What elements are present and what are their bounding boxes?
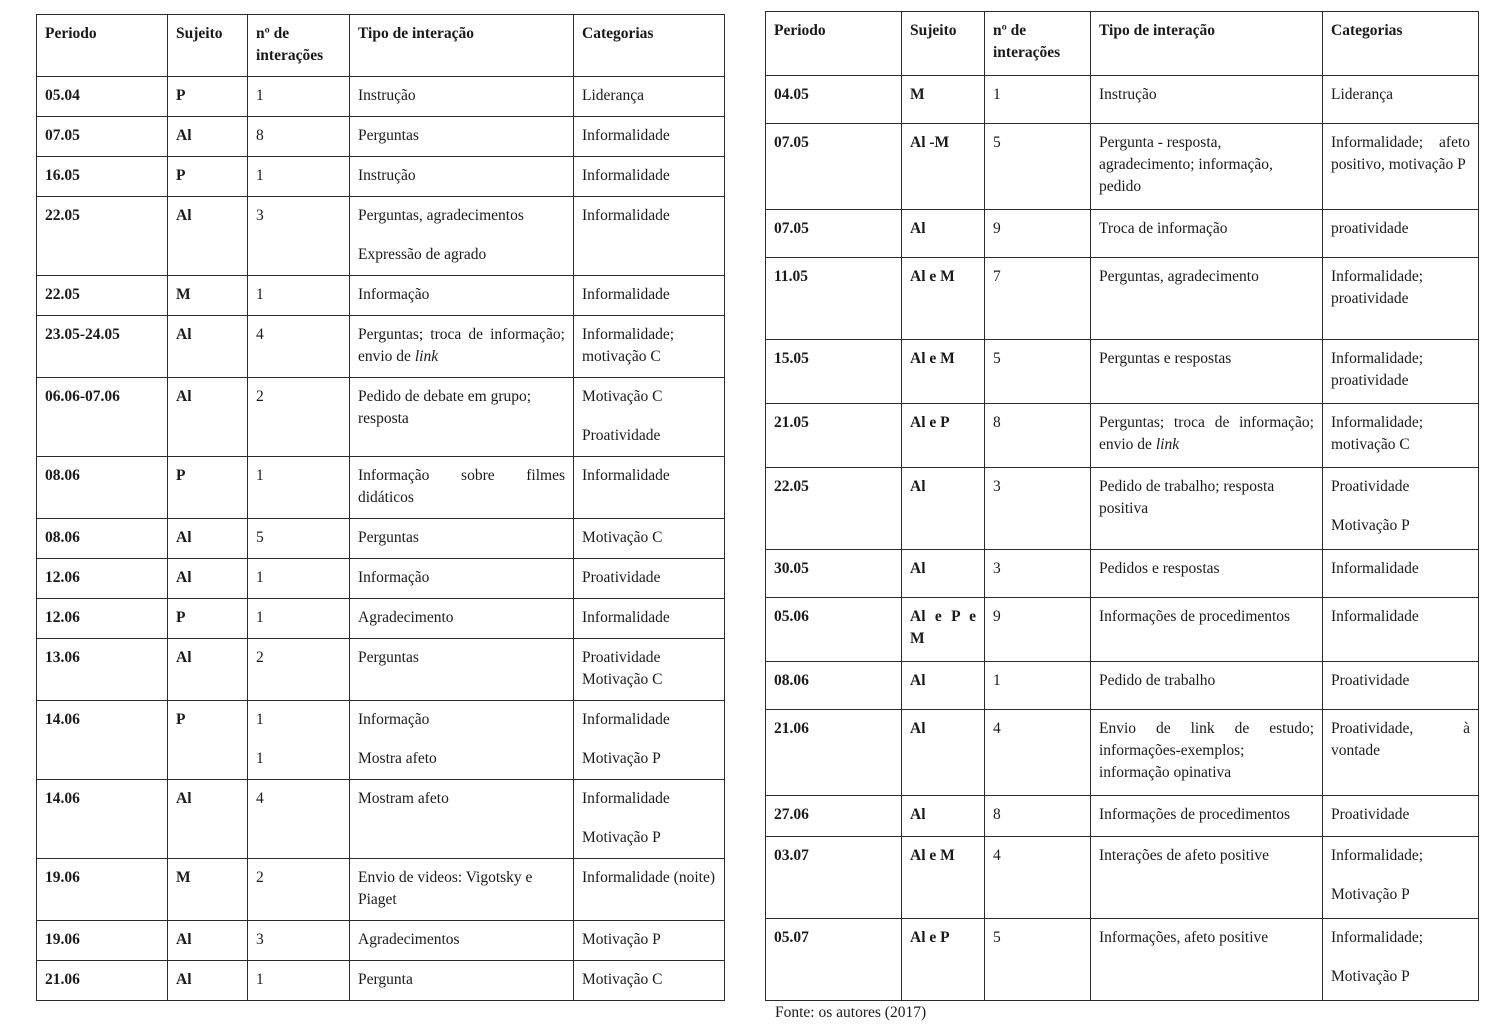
cell-periodo: 03.07: [766, 837, 902, 919]
cell-sujeito: P: [168, 457, 248, 519]
cell-categoria: [574, 378, 725, 457]
table-row: [37, 859, 725, 921]
cell-sujeito: P: [168, 599, 248, 639]
cell-tipo: Pedido de trabalho; resposta positiva: [1091, 468, 1323, 550]
cell-sujeito: Al: [168, 197, 248, 276]
cell-sujeito: P: [168, 77, 248, 117]
cell-categoria: Informalidade: [574, 157, 725, 197]
cell-categoria: Motivação P: [574, 921, 725, 961]
cell-tipo: Instrução: [350, 157, 574, 197]
table-row: [37, 276, 725, 316]
cell-categoria-line: Informalidade: [582, 711, 670, 728]
cell-sujeito: Al: [168, 559, 248, 599]
cell-periodo: 07.05: [766, 124, 902, 210]
header-categorias: Categorias: [574, 15, 725, 77]
cell-num-line: 1: [256, 711, 264, 728]
cell-categoria: Informalidade: [574, 599, 725, 639]
cell-periodo: 22.05: [37, 276, 168, 316]
cell-categoria-line: motivação C: [582, 348, 661, 365]
cell-sujeito: Al: [168, 780, 248, 859]
cell-categoria: Informalidade: [574, 457, 725, 519]
cell-sujeito: M: [168, 276, 248, 316]
cell-num: 1: [248, 961, 350, 1001]
cell-categoria-line: Informalidade;: [1331, 929, 1424, 946]
cell-sujeito: Al: [902, 468, 985, 550]
cell-categoria: Informalidade; proatividade: [1323, 340, 1479, 404]
table-row: [37, 77, 725, 117]
header-tipo: Tipo de interação: [350, 15, 574, 77]
cell-periodo: 19.06: [37, 921, 168, 961]
cell-categoria-line: Informalidade: [582, 790, 670, 807]
cell-periodo: 27.06: [766, 796, 902, 837]
cell-num: 1: [248, 157, 350, 197]
cell-sujeito: Al e M: [902, 258, 985, 340]
cell-num: 2: [248, 639, 350, 701]
header-periodo: Periodo: [766, 12, 902, 76]
cell-num: 1: [985, 662, 1091, 710]
header-periodo: Periodo: [37, 15, 168, 77]
cell-tipo-line: Expressão de agrado: [358, 246, 487, 263]
cell-categoria: Informalidade: [574, 117, 725, 157]
header-tipo: Tipo de interação: [1091, 12, 1323, 76]
cell-categoria: Motivação C: [574, 519, 725, 559]
cell-categoria: [574, 701, 725, 780]
cell-categoria: [1323, 837, 1479, 919]
table-row: [37, 701, 725, 780]
table-row: [766, 837, 1479, 919]
interaction-table-right: [765, 11, 1479, 1001]
cell-categoria: Proatividade: [574, 559, 725, 599]
cell-num: 8: [985, 404, 1091, 468]
cell-tipo: Informação: [350, 276, 574, 316]
table-row: [766, 662, 1479, 710]
cell-tipo-line: Perguntas, agradecimentos: [358, 207, 524, 224]
cell-categoria: Informalidade: [1323, 550, 1479, 598]
cell-num: 9: [985, 210, 1091, 258]
cell-tipo: Pergunta - resposta, agradecimento; informação, pedido: [1091, 124, 1323, 210]
cell-sujeito: Al e M: [902, 837, 985, 919]
cell-categoria: [574, 639, 725, 701]
cell-tipo-text: Perguntas; troca de informação; envio de: [358, 326, 565, 365]
table-row: [766, 598, 1479, 662]
cell-tipo: Informações de procedimentos: [1091, 796, 1323, 837]
cell-categoria: Informalidade; motivação C: [1323, 404, 1479, 468]
cell-tipo: [350, 197, 574, 276]
cell-periodo: 08.06: [37, 519, 168, 559]
cell-periodo: 12.06: [37, 599, 168, 639]
cell-tipo: Pergunta: [350, 961, 574, 1001]
cell-num: 1: [248, 276, 350, 316]
cell-periodo: 23.05-24.05: [37, 316, 168, 378]
cell-tipo: Perguntas: [350, 519, 574, 559]
cell-categoria-line: Proatividade: [1331, 478, 1410, 495]
cell-num: 8: [248, 117, 350, 157]
cell-categoria: [574, 316, 725, 378]
cell-num: 4: [248, 780, 350, 859]
cell-num: 7: [985, 258, 1091, 340]
cell-categoria-line: Informalidade;: [582, 326, 675, 343]
cell-sujeito: P: [168, 157, 248, 197]
cell-sujeito: Al e M: [902, 340, 985, 404]
cell-num: 2: [248, 859, 350, 921]
cell-categoria: Motivação C: [574, 961, 725, 1001]
table-row: [766, 550, 1479, 598]
cell-num: 5: [985, 340, 1091, 404]
cell-tipo: Informações de procedimentos: [1091, 598, 1323, 662]
cell-periodo: 07.05: [766, 210, 902, 258]
header-num-interacoes: nº de interações: [248, 15, 350, 77]
table-header-row: [766, 12, 1479, 76]
cell-num: 9: [985, 598, 1091, 662]
header-sujeito: Sujeito: [902, 12, 985, 76]
cell-periodo: 16.05: [37, 157, 168, 197]
cell-categoria-line: Motivação P: [582, 829, 661, 846]
cell-categoria: [574, 780, 725, 859]
cell-tipo: Perguntas e respostas: [1091, 340, 1323, 404]
cell-num: 3: [248, 197, 350, 276]
cell-tipo: Interações de afeto positive: [1091, 837, 1323, 919]
cell-periodo: 21.06: [37, 961, 168, 1001]
cell-periodo: 13.06: [37, 639, 168, 701]
cell-tipo: Agradecimento: [350, 599, 574, 639]
cell-num-line: 1: [256, 750, 264, 767]
cell-tipo: Perguntas: [350, 639, 574, 701]
table-row: [37, 921, 725, 961]
header-num-interacoes: nº de interações: [985, 12, 1091, 76]
cell-tipo: Informação sobre filmes didáticos: [350, 457, 574, 519]
table-row: [766, 919, 1479, 1001]
cell-periodo: 08.06: [37, 457, 168, 519]
cell-categoria: Proatividade: [1323, 662, 1479, 710]
header-sujeito: Sujeito: [168, 15, 248, 77]
cell-periodo: 12.06: [37, 559, 168, 599]
cell-periodo: 14.06: [37, 780, 168, 859]
cell-periodo: 30.05: [766, 550, 902, 598]
cell-categoria-line: Motivação P: [1331, 517, 1410, 534]
cell-periodo: 08.06: [766, 662, 902, 710]
cell-categoria: [1323, 919, 1479, 1001]
cell-tipo: Perguntas: [350, 117, 574, 157]
cell-tipo: Agradecimentos: [350, 921, 574, 961]
cell-tipo: Instrução: [350, 77, 574, 117]
header-categorias: Categorias: [1323, 12, 1479, 76]
table-header-row: [37, 15, 725, 77]
cell-num: 4: [985, 710, 1091, 796]
table-row: [37, 197, 725, 276]
cell-tipo: Pedidos e respostas: [1091, 550, 1323, 598]
cell-tipo: Informações, afeto positive: [1091, 919, 1323, 1001]
table-row: [37, 780, 725, 859]
cell-sujeito: Al: [168, 921, 248, 961]
cell-sujeito: Al e P e M: [902, 598, 985, 662]
cell-sujeito: Al -M: [902, 124, 985, 210]
cell-categoria-line: Motivação P: [582, 750, 661, 767]
table-row: [37, 519, 725, 559]
cell-periodo: 21.06: [766, 710, 902, 796]
cell-periodo: 21.05: [766, 404, 902, 468]
cell-sujeito: Al: [168, 316, 248, 378]
cell-tipo-emphasis: link: [414, 348, 439, 365]
cell-tipo: Pedido de trabalho: [1091, 662, 1323, 710]
cell-tipo: Envio de link de estudo; informações-exemplos; informação opinativa: [1091, 710, 1323, 796]
cell-categoria-line: Motivação P: [1331, 968, 1410, 985]
cell-sujeito: Al: [168, 961, 248, 1001]
cell-periodo: 05.06: [766, 598, 902, 662]
cell-periodo: 11.05: [766, 258, 902, 340]
cell-sujeito: Al e P: [902, 919, 985, 1001]
cell-categoria-line: Informalidade;: [1331, 847, 1424, 864]
cell-sujeito: M: [902, 76, 985, 124]
table-row: [766, 340, 1479, 404]
cell-categoria: [1323, 468, 1479, 550]
table-row: [37, 316, 725, 378]
cell-sujeito: Al: [902, 210, 985, 258]
cell-categoria: Liderança: [1323, 76, 1479, 124]
cell-num: 1: [248, 457, 350, 519]
cell-periodo: 05.07: [766, 919, 902, 1001]
source-caption: Fonte: os autores (2017): [775, 1004, 927, 1021]
cell-sujeito: Al: [902, 550, 985, 598]
table-row: [37, 157, 725, 197]
cell-categoria-line: Motivação C: [582, 388, 663, 405]
cell-num: [248, 701, 350, 780]
cell-categoria: proatividade: [1323, 210, 1479, 258]
table-row: [37, 639, 725, 701]
cell-categoria: Proatividade, à vontade: [1323, 710, 1479, 796]
cell-periodo: 04.05: [766, 76, 902, 124]
cell-categoria: Informalidade: [574, 197, 725, 276]
table-row: [766, 404, 1479, 468]
cell-categoria: Proatividade: [1323, 796, 1479, 837]
cell-num: 3: [985, 550, 1091, 598]
cell-tipo: Instrução: [1091, 76, 1323, 124]
cell-num: 5: [985, 124, 1091, 210]
cell-periodo: 07.05: [37, 117, 168, 157]
cell-num: 1: [248, 599, 350, 639]
cell-tipo: Perguntas, agradecimento: [1091, 258, 1323, 340]
cell-tipo: Mostram afeto: [350, 780, 574, 859]
table-row: [37, 961, 725, 1001]
table-row: [37, 117, 725, 157]
cell-categoria-line: Motivação C: [582, 671, 663, 688]
table-row: [766, 124, 1479, 210]
table-row: [37, 559, 725, 599]
table-row: [766, 258, 1479, 340]
cell-tipo: Envio de videos: Vigotsky e Piaget: [350, 859, 574, 921]
table-row: [37, 457, 725, 519]
cell-num: 8: [985, 796, 1091, 837]
cell-tipo: Troca de informação: [1091, 210, 1323, 258]
cell-num: 4: [248, 316, 350, 378]
cell-categoria: Informalidade: [574, 276, 725, 316]
cell-sujeito: Al e P: [902, 404, 985, 468]
cell-num: 1: [248, 559, 350, 599]
table-row: [37, 378, 725, 457]
cell-sujeito: Al: [902, 796, 985, 837]
cell-tipo: Pedido de debate em grupo; resposta: [350, 378, 574, 457]
cell-num: 3: [985, 468, 1091, 550]
cell-sujeito: M: [168, 859, 248, 921]
cell-num: 5: [248, 519, 350, 559]
cell-num: 4: [985, 837, 1091, 919]
cell-tipo-line: Informação: [358, 711, 430, 728]
cell-categoria-line: Proatividade: [582, 649, 661, 666]
cell-sujeito: Al: [168, 639, 248, 701]
cell-sujeito: Al: [168, 378, 248, 457]
cell-sujeito: P: [168, 701, 248, 780]
cell-tipo-emphasis: link: [1155, 436, 1180, 453]
cell-num: 1: [248, 77, 350, 117]
cell-sujeito: Al: [168, 519, 248, 559]
cell-categoria: Informalidade; proatividade: [1323, 258, 1479, 340]
cell-periodo: 22.05: [37, 197, 168, 276]
cell-num: 2: [248, 378, 350, 457]
table-row: [766, 468, 1479, 550]
table-row: [766, 76, 1479, 124]
cell-tipo-line: Mostra afeto: [358, 750, 437, 767]
cell-periodo: 06.06-07.06: [37, 378, 168, 457]
cell-categoria: Informalidade: [1323, 598, 1479, 662]
cell-categoria: Informalidade; afeto positivo, motivação P: [1323, 124, 1479, 210]
cell-periodo: 05.04: [37, 77, 168, 117]
cell-periodo: 14.06: [37, 701, 168, 780]
cell-sujeito: Al: [168, 117, 248, 157]
cell-categoria-line: Motivação P: [1331, 886, 1410, 903]
cell-periodo: 22.05: [766, 468, 902, 550]
cell-categoria: Liderança: [574, 77, 725, 117]
cell-tipo: [1091, 404, 1323, 468]
cell-sujeito: Al: [902, 710, 985, 796]
table-row: [37, 599, 725, 639]
cell-categoria: Informalidade (noite): [574, 859, 725, 921]
cell-num: 1: [985, 76, 1091, 124]
cell-tipo: [350, 701, 574, 780]
cell-tipo: [350, 316, 574, 378]
table-row: [766, 796, 1479, 837]
interaction-table-left: [36, 14, 725, 1001]
cell-sujeito: Al: [902, 662, 985, 710]
cell-tipo: Informação: [350, 559, 574, 599]
table-row: [766, 710, 1479, 796]
cell-periodo: 15.05: [766, 340, 902, 404]
cell-periodo: 19.06: [37, 859, 168, 921]
table-row: [766, 210, 1479, 258]
cell-tipo-text: Perguntas; troca de informação; envio de: [1099, 414, 1314, 453]
cell-num: 3: [248, 921, 350, 961]
cell-categoria-line: Proatividade: [582, 427, 661, 444]
cell-num: 5: [985, 919, 1091, 1001]
